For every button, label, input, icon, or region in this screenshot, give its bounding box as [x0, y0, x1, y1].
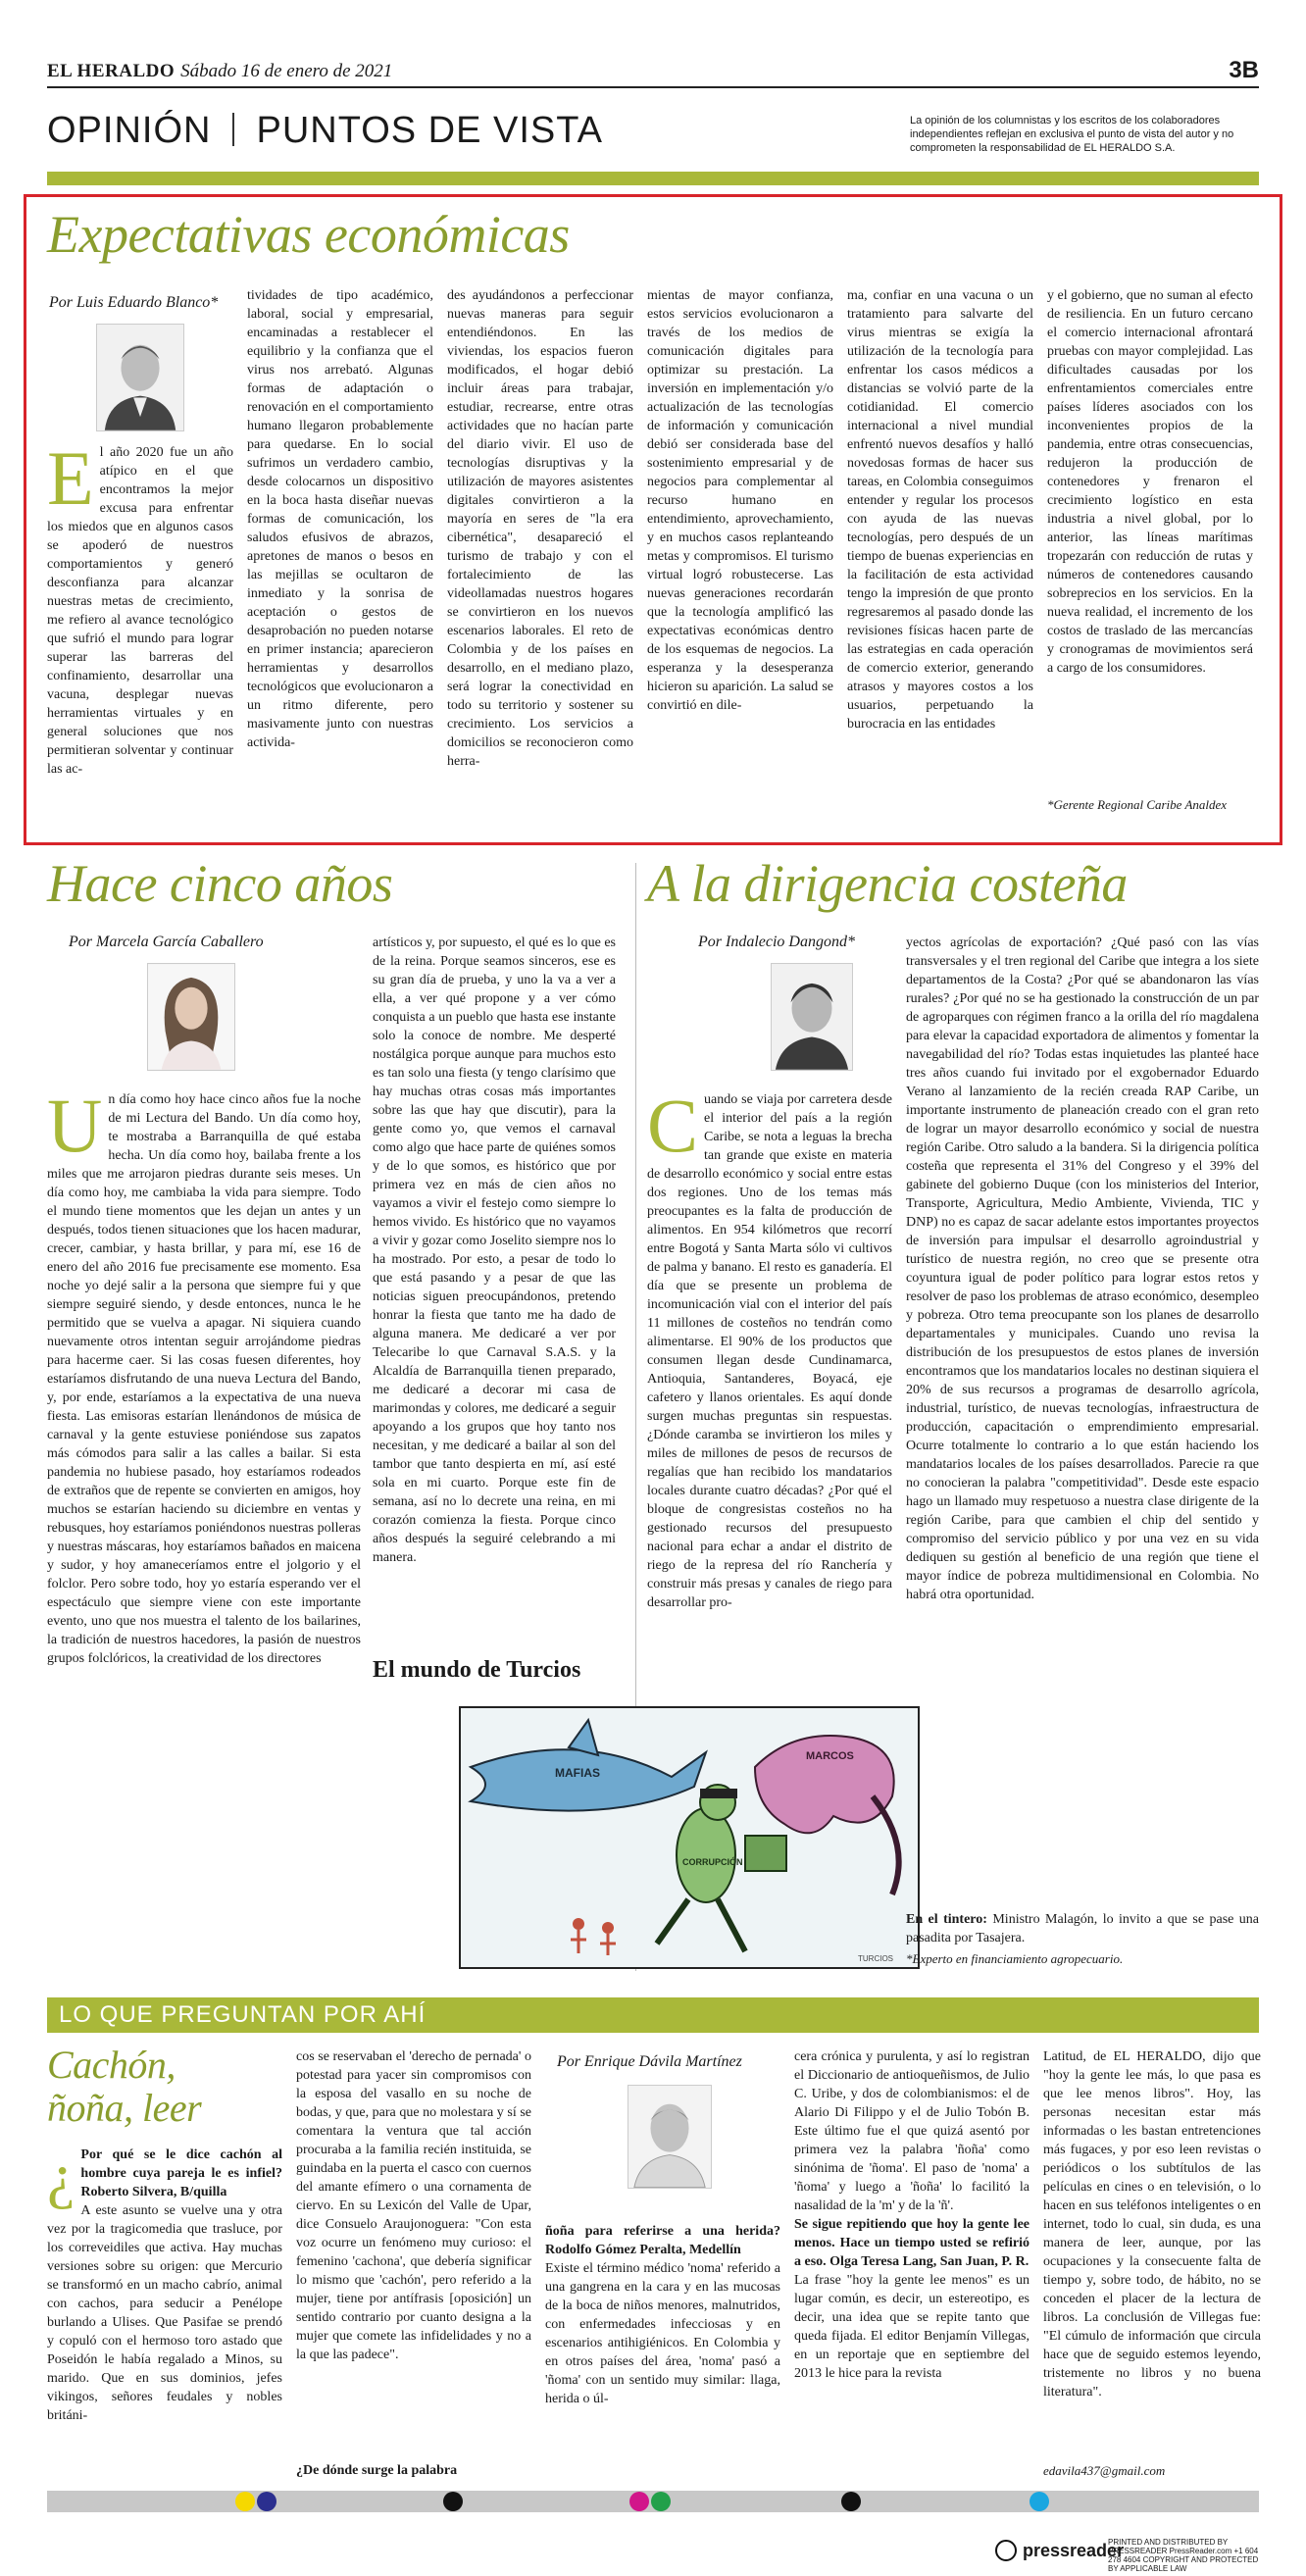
lpa-byline: Por Enrique Dávila Martínez	[557, 2053, 742, 2070]
article3-title: A la dirigencia costeña	[647, 854, 1128, 913]
article1-footnote: *Gerente Regional Caribe Analdex	[1047, 797, 1228, 812]
masthead	[47, 61, 392, 82]
portrait-illustration	[97, 325, 183, 430]
lpa-col5: Latitud, de EL HERALDO, dijo que "hoy la gente lee más, lo que pasa es que lee menos libros". Hoy, las personas necesitan estar más informadas o les bastan entretenciones más fugaces, y por eso leen revistas o periódicos o los subtítulos de las películas en cines o en televisión, o lo hacen en sus teléfonos inteligentes o en internet, todo lo cual, sin duda, es una manera de leer, aunque, por las ocupaciones y la consecuente falta de tiempo y, sobre todo, de hábito, no se conceden el placer de la lectura de libros. La conclusión de Villegas fue: "El cúmulo de información que circula hace que de seguido estemos leyendo, tristemente no libros y no buena literatura".	[1043, 2049, 1261, 2399]
pressreader-name: pressreader	[1023, 2541, 1125, 2560]
article2-col1-text: n día como hoy hace cinco años fue la noche de mi Lectura del Bando. Un día como hoy, te mostraba a Barranquilla de qué estaba hecha. Un día como hoy, bailaba frente a los miles que me arrojaron piedras durante seis meses. Un día como hoy, me cambiaba la vida para siempre. Todo el mundo tiene momentos que les dejan un antes y un después, todos tienen situaciones que los hacen madurar, crecer, cambiar, y hasta brillar, y para mí, ese 16 de enero del año 2016 fue precisamente ese momento. Esa noche yo dejé salir a la persona que siempre fui y que siempre seguiré siendo, y desde entonces, nunca le he permitido que se vuelva a apagar. Ni siquiera cuando nuevamente otros intentan seguir arrojándome piedras para hacerme caer. Si las cosas fuesen diferentes, hoy estaríamos disfrutando de una nueva Lectura del Bando, y, por ende, estaríamos a la expectativa de una nueva fiesta. Las emisoras estarían llenándonos de música de carnaval y la gente estuviese poniéndose sus zapatos más cómodos para salir a las calles a bailar. Si esta pandemia no hubiese pasado, hoy estaríamos rodeados de extraños que de repente se convierten en amigos, hoy muchos se estarían haciendo su diciembre en ventas y rebusques, hoy estaríamos poniéndonos nuestras polleras y nuestras máscaras, hoy estaríamos bañados en maicena y sudor, y hoy amaneceríamos entre el jolgorio y el folclor. Pero sobre todo, hoy yo estaría esperando ver el espectáculo que siempre viene con este importante evento, uno que nos muestra el talento de los bailarines, la tradición de nuestros hacedores, la pasión de nuestros grupos folclóricos, la creatividad de los directores	[47, 1092, 361, 1666]
monster-label: MARCOS	[806, 1750, 854, 1762]
lpa-col3-text: Existe el término médico 'noma' referido a una gangrena en la cara y en las mucosas de la boca de niños menores, malnutridos, con enfermedades infecciosas y en escenarios antihigiénicos. En Colombia y en otros países del área, 'noma' pasó a 'ñoma' con un sentido muy similar: llaga, herida o úl-	[545, 2261, 780, 2406]
registration-dot	[257, 2492, 276, 2511]
article1-col1	[47, 443, 233, 835]
pressreader-icon	[995, 2540, 1017, 2561]
registration-dot	[235, 2492, 255, 2511]
article1-col4: mientas de mayor confianza, estos servicios evolucionaron a través de los medios de comunicación digitales para optimizar su prestación. La inversión en implementación y/o actualización de las tecnologías de información y comunicación debió ser considerada base del sostenimiento empresarial y de negocios para complementar al recurso humano en entendimiento, aprovechamiento, y en muchos casos replanteando metas y compromisos. El turismo virtual logró robustecerse. Las nuevas generaciones recordarán que la tecnología amplificó las expectativas económicas dentro de los esquemas de negocios. La esperanza y la desesperanza hicieron su aparición. La salud se convirtió en dile-	[647, 288, 833, 713]
shark-label: MAFIAS	[555, 1766, 600, 1780]
lpa-col4	[794, 2047, 1030, 2487]
lpa-dropcap: ¿	[47, 2146, 75, 2210]
section-title	[47, 110, 603, 152]
article3-tintero	[906, 1910, 1259, 1947]
brand-name: EL HERALDO	[47, 61, 176, 81]
section-opinion: OPINIÓN	[47, 110, 212, 151]
lpa-question2-end: ñoña para referirse a una herida? Rodolfo Gómez Peralta, Medellín	[545, 2224, 780, 2257]
author-photo-blanco	[96, 324, 184, 431]
section-puntos: PUNTOS DE VISTA	[256, 110, 604, 151]
article2-title: Hace cinco años	[47, 854, 393, 913]
author-photo-davila	[628, 2085, 712, 2189]
pressreader-logo	[995, 2540, 1124, 2561]
disclaimer: La opinión de los columnistas y los escritos de los colaboradores independientes reflejan en exclusiva el punto de vista del autor y no comprometen la responsabilidad de EL HERALDO S.A.	[910, 115, 1234, 154]
article2-col2: artísticos y, por supuesto, el qué es lo que es de la reina. Porque seamos sinceros, ese es su gran día de prueba, y uno la va a ver a ella, a ver qué propone y a ver cómo conquista a un pueblo que hasta ese instante solo la conoce de nombre. Me desperté nostálgica porque aunque para muchos esto es tan solo una fiesta (y tengo clarísimo que hay muchas otras cosas más importantes sobre las que hay que discutir), para la gente como yo, que vemos el carnaval como algo que hace parte de quiénes somos y de lo que somos, es histórico que por primera vez en más de cien años no vayamos a vivir el festejo como siempre lo hemos vivido. Es histórico que no vayamos a vivir y gozar como Joselito siempre nos lo ha mostrado. Por esto, a pesar de todo lo que está pasando y a pesar de que las noticias siguen preocupándonos, pretendo honrar la fiesta que tanto me ha dado de alguna manera. Me dedicaré a ver por Telecaribe lo que Carnaval S.A.S. y la Alcaldía de Barranquilla tienen preparado, me dedicaré a decorar mi casa de marimondas y colores, me dedicaré a seguir apoyando a los grupos que hoy tanto nos necesitan, y me dedicaré a bailar al son del tambor que tanto despierta en mí, así esté sola en mi cuarto. Porque este fin de semana, así no lo decrete una reina, en mi corazón comienza la fiesta. Porque cinco años después la seguiré celebrando a mi manera.	[373, 935, 616, 1565]
pressreader-notice: PRINTED AND DISTRIBUTED BY PRESSREADER PressReader.com +1 604 278 4604 COPYRIGHT AND PROTECTED BY APPLICABLE LAW	[1108, 2538, 1259, 2573]
tintero-label: En el tintero:	[906, 1912, 987, 1927]
article3-col1	[647, 1090, 892, 1963]
article1-col2: tividades de tipo académico, laboral, social y empresarial, encaminadas a restablecer el equilibrio y la confianza que el virus nos arrebató. Algunas formas de adaptación o renovación en el comportamiento humano llegaron probablemente para quedarse. En lo social sufrimos un verdadero cambio, desde colocarnos un dispositivo en la boca hasta diseñar nuevas formas de comunicación, los saludos efusivos de abrazos, apretones de manos o besos en las mejillas se ocultaron de inmediato y la sonrisa de aceptación o gestos de desaprobación no pueden notarse en primer instancia; aparecieron herramientas y desarrollos tecnológicos que evolucionaron a un ritmo diferente, pero masivamente junto con nuestras activida-	[247, 288, 433, 750]
article1-title: Expectativas económicas	[47, 205, 570, 264]
article1-dropcap: E	[47, 443, 94, 521]
author-photo-dangond	[771, 963, 853, 1071]
lpa-section-bar: LO QUE PREGUNTAN POR AHÍ	[47, 1997, 1259, 2033]
lpa-title	[47, 2044, 201, 2130]
article3-dropcap: C	[647, 1090, 699, 1168]
header-rule	[47, 86, 1259, 88]
tintero-text: Ministro Malagón, lo invito a que se pase una pasadita por Tasajera.	[906, 1912, 1259, 1945]
article2-col1	[47, 1090, 361, 1953]
section-green-bar	[47, 172, 1259, 185]
lpa-question1: Por qué se le dice cachón al hombre cuya pareja le es infiel? Roberto Silvera, B/quilla	[80, 2147, 282, 2199]
lpa-question3: Se sigue repitiendo que hoy la gente lee menos. Hace un tiempo usted se refirió a eso. Olga Teresa Lang, San Juan, P. R.	[794, 2217, 1030, 2269]
lpa-col3	[545, 2222, 780, 2487]
article3-col1-text: uando se viaja por carretera desde el interior del país a la región Caribe, se nota a leguas la brecha tan grande que existe en materia de desarrollo económico y social entre estas dos regiones. Uno de los temas más preocupantes es la falta de producción de alimentos. En 954 kilómetros que recorrí entre Bogotá y Santa Marta sólo vi cultivos de palma y banano. El resto es ganadería. El día que se presente un problema de incomunicación vial con el interior del país 11 millones de costeños no tendrán como alimentarse. El 90% de los productos que consumen llegan desde Cundinamarca, Antioquia, Santanderes, Boyacá, eje cafetero y llanos orientales. Es aquí donde surgen muchas preguntas sin respuestas. ¿Dónde caramba se invirtieron los miles y miles de millones de pesos de recursos de regalías que han recibido los mandatarios locales durante cuatro décadas? ¿Por qué el bloque de congresistas costeños no ha gestionado recursos del presupuesto nacional para echar a andar el distrito de riego de la represa del río Ranchería y construir más presas y canales de riego para desarrollar pro-	[647, 1092, 892, 1610]
portrait-illustration	[772, 964, 852, 1070]
cartoon-title: El mundo de Turcios	[373, 1657, 581, 1683]
edition-date: Sábado 16 de enero de 2021	[180, 61, 393, 81]
lpa-col4b-text: La frase "hoy la gente lee menos" es un lugar común, es decir, un estereotipo, es decir, una idea que se repite tanto que queda fijada. El editor Benjamín Villegas, en un reportaje que en septiembre del 2013 le hice para la revista	[794, 2273, 1030, 2381]
article1-col5: ma, confiar en una vacuna o un tratamiento para salvarte del virus mientras se exigía la utilización de la tecnología para enfrentar los casos médicos a distancias se volvió parte de la cotidianidad. El comercio internacional a nivel mundial enfrentó nuevos desafíos y halló novedosas formas de hacer sus tareas, en Colombia conseguimos entender y regular los procesos con ayuda de las nuevas tecnologías, pero después de un tiempo de buenas experiencias en la facilitación de esta actividad tengo la impresión de que pronto regresaremos al pasado donde las revisiones físicas hacen parte de las estrategias en cada operación de comercio exterior, generando atrasos y mayores costos a los usuarios, perpetuando la burocracia en las entidades	[847, 288, 1033, 732]
man-label: CORRUPCIÓN	[682, 1857, 743, 1867]
article3-col2: yectos agrícolas de exportación? ¿Qué pasó con las vías transversales y el tren regional del Caribe que integra a los siete departamentos de la Costa? ¿Por qué se abandonaron las vías rurales? ¿Por qué no se ha gestionado la construcción de un par de agroparques con régimen franco a la orilla del río magdalena para elevar la capacidad exportadora de alimentos y fomentar la navegabilidad del río? Todas estas inquietudes las planteé hace tres años cuando fui invitado por el exgobernador Eduardo Verano al lanzamiento de la recién creada RAP Caribe, un importante instrumento de planeación creado con el gran reto de lograr un mayor desarrollo económico y social de nuestra región Caribe. Otro saludo a la bandera. Si la dirigencia política costeña que representa el 31% del Congreso y el 39% del gabinete del gobierno Duque (con los ministerios del Interior, Transporte, Agricultura, Medio Ambiente, Vivienda, TIC y DNP) no es capaz de sacar adelante estos importantes proyectos de inversión para impulsar el desarrollo agroindustrial y turístico de nuestra región, no creo que se presente otra coyuntura igual de poder político para lograr estos retos y resolver de paso los problemas de atraso económico, desempleo y pobreza. Otro tema preocupante son los planes de desarrollo departamentales y municipales. Cuando uno revisa la distribución de los presupuestos de estos planes de inversión encontramos que los mandatarios locales no destinan siquiera el 20% de sus recursos a programas de desarrollo agrícola, industrial, turístico, de nuevas tecnologías, infraestructura de producción, capacitación o emprendimiento empresarial. Ocurre totalmente lo contrario a lo que están haciendo los mandatarios locales de los países desarrollados. Parecie ra que no conocieran la palabra "competitividad". Desde este espacio hago un llamado muy respetuoso a nuestra clase dirigente de la región Caribe, para que cambien el chip del sentido y compromiso del servicio público y por una vez en su vida dediquen su gestión al beneficio de una región que tiene el mayor índice de pobreza multidimensional en Colombia. No habrá otra oportunidad.	[906, 935, 1259, 1602]
page-number: 3B	[1229, 57, 1259, 83]
registration-dot	[841, 2492, 861, 2511]
article1-col6: y el gobierno, que no suman al efecto de resiliencia. En un futuro cercano el comercio internacional afrontará pruebas con mayor complejidad. Las dificultades causadas por los enfrentamientos comerciales entre países líderes asociados con los inconvenientes propios de la pandemia, entre otras consecuencias, redujeron la producción de contenedores y frenaron el crecimiento logístico en esta industria a nivel global, por lo anterior, las líneas marítimas tropezarán con reducción de rutas y números de contenedores causando sobreprecios en los servicios. En la nueva realidad, el incremento de los costos de traslado de las mercancías y cronogramas de movimientos será a cargo de los consumidores.	[1047, 288, 1253, 676]
author-photo-garcia	[147, 963, 235, 1071]
article1-col1-text: l año 2020 fue un año atípico en el que encontramos la mejor excusa para enfrentar los miedos que en algunos casos se apoderó de nuestros comportamientos y generó desconfianza para alcanzar nuestras metas de crecimiento, me refiero al avance tecnológico que sufrió el mundo para lograr superar las barreras del confinamiento, desarrollar una vacuna, desplegar nuevas herramientas virtuales y en general soluciones que nos permitieran solventar y continuar las ac-	[47, 445, 233, 777]
article1-byline: Por Luis Eduardo Blanco*	[49, 294, 219, 311]
article3-byline: Por Indalecio Dangond*	[698, 934, 855, 950]
article1-col3: des ayudándonos a perfeccionar nuevas maneras para seguir entendiéndonos. En las viviendas, los espacios fueron modificados, el hogar debió incluir áreas para trabajar, estudiar, recrearse, entre otras actividades que no hacían parte del diario vivir. El uso de tecnologías disruptivas y la utilización de mayores asistentes digitales convirtieron a la mayoría en seres de "la era cibernética", desapareció el turismo de trabajo y con el fortalecimiento de las videollamadas nuestros hogares se convirtieron en los nuevos escenarios laborales. El reto de Colombia y de los países en desarrollo, en el mediano plazo, será lograr la conectividad en todo su territorio y sostener su crecimiento. Los servicios a domicilios se reconocieron como herra-	[447, 288, 633, 769]
registration-dot	[651, 2492, 671, 2511]
lpa-title-line2: ñoña, leer	[47, 2086, 202, 2130]
article3-footnote: *Experto en financiamiento agropecuario.	[906, 1951, 1124, 1966]
lpa-col4-text: cera crónica y purulenta, y así lo registran el Diccionario de antioqueñismos, de Julio C. Uribe, y dos de colombianismos: el de Alario Di Filippo y el de Julio Tobón B. Este último fue el que quizá asentó por primera vez la palabra 'ñoña' como sinónima de 'ñoma'. El paso de 'noma' a 'ñoma' y luego a 'ñoña' lo facilitó la nasalidad de la 'm' y de la 'ñ'.	[794, 2049, 1030, 2213]
lpa-email: edavila437@gmail.com	[1043, 2463, 1166, 2478]
registration-dot	[443, 2492, 463, 2511]
lpa-question2-start: ¿De dónde surge la palabra	[296, 2463, 458, 2478]
article2-byline: Por Marcela García Caballero	[69, 934, 264, 950]
lpa-col2: cos se reservaban el 'derecho de pernada' o potestad para yacer sin compromisos con la esposa del vasallo en su noche de bodas, y que, para que no molestara y sí se comentara la ventura que tal acción procuraba a la familia recién instituida, se guindaba en la puerta el casco con cuernos del amante efímero o una cornamenta de ciervo. En su Lexicón del Valle de Upar, dice Consuelo Araujonoguera: "Con esta voz ocurre un fenómeno muy curioso: el femenino 'cachona', que debería significar lo mismo que 'cachón', pero referido a la mujer, tiene por antífrasis [oposición] un sentido contrario por cuanto designa a la mujer que comete las infidelidades y no a la que las padece".	[296, 2049, 531, 2362]
portrait-illustration	[628, 2086, 711, 2188]
portrait-illustration	[148, 964, 234, 1070]
registration-dot	[629, 2492, 649, 2511]
lpa-col1	[47, 2146, 282, 2487]
registration-dot	[1030, 2492, 1049, 2511]
lpa-title-line1: Cachón,	[47, 2043, 176, 2087]
section-divider	[232, 113, 234, 146]
lpa-col1-text: A este asunto se vuelve una y otra vez por la tragicomedia que trasluce, por los correveidiles que activa. Hay muchas versiones sobre su origen: que Mercurio se transformó en un macho cabrío, animal con cachos, para seducir a Penélope burlando a Ulises. Que Pasifae se prendó y copuló con el hermoso toro astado que Poseidón le había regalado a Minos, su marido. Que en sus dominios, jefes vikingos, señores feudales y nobles británi-	[47, 2203, 282, 2423]
article2-dropcap: U	[47, 1090, 103, 1168]
cartoon-signature: TURCIOS	[858, 1954, 893, 1963]
